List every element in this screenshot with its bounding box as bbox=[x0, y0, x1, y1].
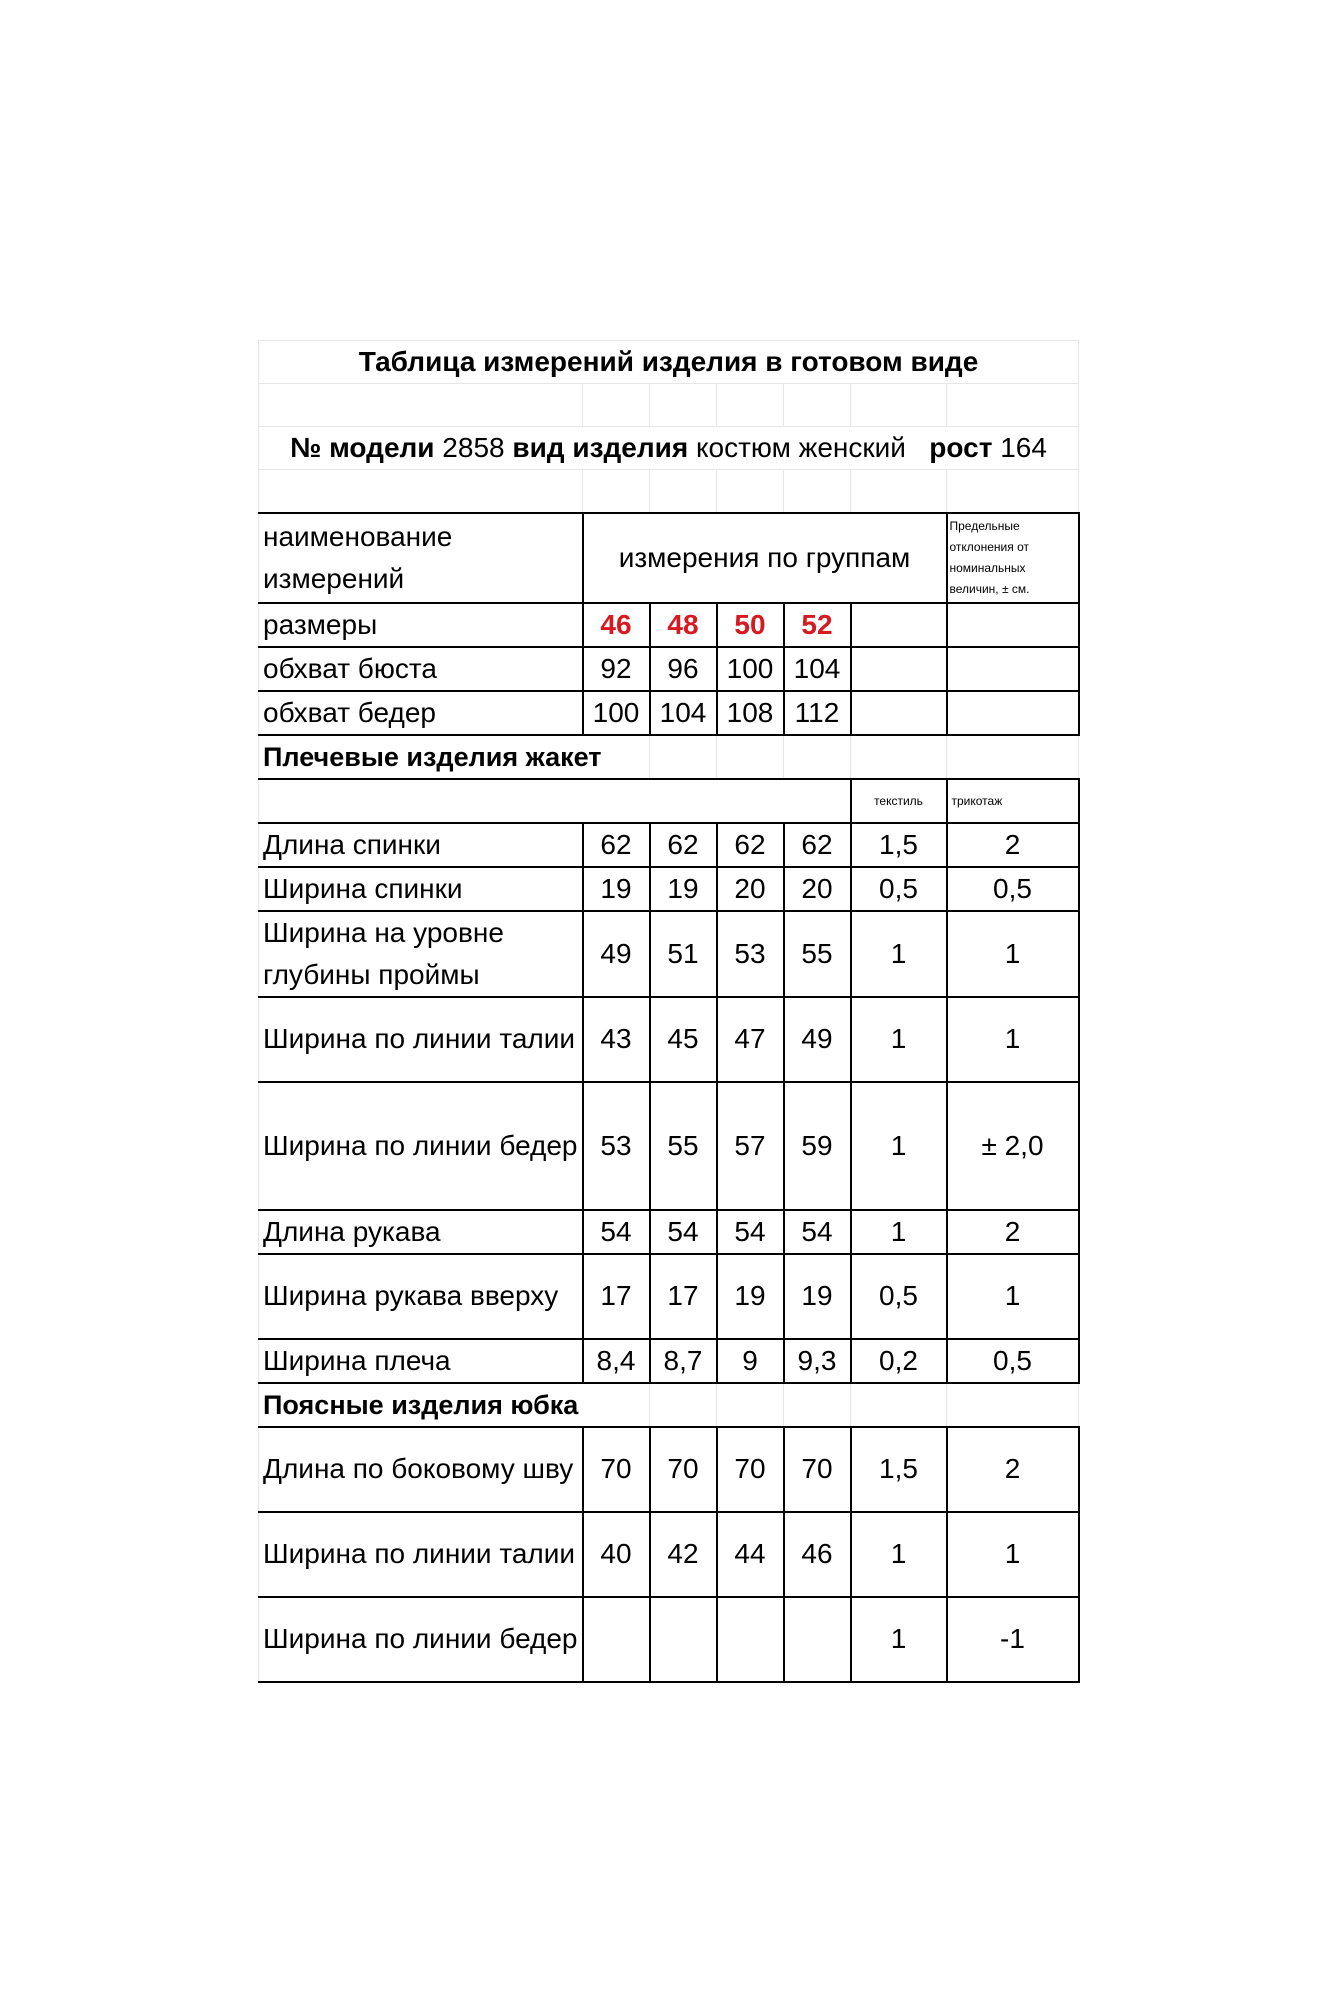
table-row bbox=[259, 1512, 1079, 1597]
textile-tolerance: 1,5 bbox=[851, 823, 947, 867]
empty-cell bbox=[851, 603, 947, 647]
header-tolerance-col: Предельные отклонения от номинальных величин, ± см. bbox=[947, 513, 1079, 603]
row-name: Ширина спинки bbox=[259, 867, 583, 911]
empty-cell bbox=[784, 470, 851, 513]
header-row bbox=[259, 513, 1079, 603]
empty-cell bbox=[784, 384, 851, 427]
value-cell: 55 bbox=[784, 911, 851, 997]
value-cell: 70 bbox=[650, 1427, 717, 1512]
row-name: Длина спинки bbox=[259, 823, 583, 867]
table-row bbox=[259, 1210, 1079, 1254]
value-cell: 96 bbox=[650, 647, 717, 691]
empty-cell bbox=[259, 779, 851, 823]
value-cell bbox=[717, 1597, 784, 1682]
empty-cell bbox=[851, 647, 947, 691]
subheader-row bbox=[259, 779, 1079, 823]
empty-cell bbox=[717, 384, 784, 427]
value-cell: 70 bbox=[784, 1427, 851, 1512]
empty-cell bbox=[947, 691, 1079, 735]
textile-tolerance: 1 bbox=[851, 911, 947, 997]
table-row bbox=[259, 1597, 1079, 1682]
knit-tolerance: 0,5 bbox=[947, 867, 1079, 911]
empty-cell bbox=[947, 384, 1079, 427]
knit-label: трикотаж bbox=[947, 779, 1079, 823]
value-cell: 17 bbox=[650, 1254, 717, 1339]
table-row bbox=[259, 867, 1079, 911]
measurement-table bbox=[258, 340, 1080, 1683]
value-cell: 54 bbox=[583, 1210, 650, 1254]
value-cell: 62 bbox=[583, 823, 650, 867]
value-cell: 44 bbox=[717, 1512, 784, 1597]
empty-cell bbox=[784, 1383, 851, 1427]
value-cell: 100 bbox=[583, 691, 650, 735]
value-cell: 104 bbox=[784, 647, 851, 691]
spacer-row bbox=[259, 470, 1079, 513]
empty-cell bbox=[851, 735, 947, 779]
value-cell: 70 bbox=[717, 1427, 784, 1512]
empty-cell bbox=[947, 603, 1079, 647]
textile-tolerance: 1,5 bbox=[851, 1427, 947, 1512]
section-title-skirt: Поясные изделия юбка bbox=[259, 1383, 650, 1427]
value-cell: 9 bbox=[717, 1339, 784, 1383]
row-name: Ширина рукава вверху bbox=[259, 1254, 583, 1339]
row-name: Ширина по линии бедер bbox=[259, 1597, 583, 1682]
empty-cell bbox=[851, 384, 947, 427]
sheet-title: Таблица измерений изделия в готовом виде bbox=[259, 341, 1079, 384]
model-info bbox=[259, 427, 1079, 470]
value-cell: 19 bbox=[717, 1254, 784, 1339]
empty-cell bbox=[717, 735, 784, 779]
value-cell: 53 bbox=[717, 911, 784, 997]
row-name: Ширина по линии талии bbox=[259, 1512, 583, 1597]
value-cell: 17 bbox=[583, 1254, 650, 1339]
textile-tolerance: 0,5 bbox=[851, 867, 947, 911]
value-cell: 53 bbox=[583, 1082, 650, 1210]
value-cell: 104 bbox=[650, 691, 717, 735]
height-value: 164 bbox=[1000, 432, 1047, 463]
title-row bbox=[259, 341, 1079, 384]
value-cell: 49 bbox=[583, 911, 650, 997]
textile-tolerance: 1 bbox=[851, 1210, 947, 1254]
empty-cell bbox=[717, 1383, 784, 1427]
empty-cell bbox=[947, 735, 1079, 779]
row-name: Длина рукава bbox=[259, 1210, 583, 1254]
value-cell: 19 bbox=[650, 867, 717, 911]
table-row bbox=[259, 647, 1079, 691]
value-cell: 47 bbox=[717, 997, 784, 1082]
value-cell: 43 bbox=[583, 997, 650, 1082]
table-row bbox=[259, 911, 1079, 997]
row-name: обхват бедер bbox=[259, 691, 583, 735]
value-cell: 45 bbox=[650, 997, 717, 1082]
empty-cell bbox=[650, 384, 717, 427]
empty-cell bbox=[784, 735, 851, 779]
table-row bbox=[259, 1254, 1079, 1339]
textile-tolerance: 1 bbox=[851, 1597, 947, 1682]
value-cell: 46 bbox=[784, 1512, 851, 1597]
size-cell: 52 bbox=[784, 603, 851, 647]
empty-cell bbox=[583, 384, 650, 427]
value-cell: 20 bbox=[784, 867, 851, 911]
knit-tolerance: 2 bbox=[947, 823, 1079, 867]
value-cell: 112 bbox=[784, 691, 851, 735]
header-groups-col: измерения по группам bbox=[583, 513, 947, 603]
row-name: Ширина по линии талии bbox=[259, 997, 583, 1082]
row-name: Ширина плеча bbox=[259, 1339, 583, 1383]
value-cell: 19 bbox=[784, 1254, 851, 1339]
sizes-label: размеры bbox=[259, 603, 583, 647]
value-cell bbox=[784, 1597, 851, 1682]
size-cell: 50 bbox=[717, 603, 784, 647]
value-cell: 92 bbox=[583, 647, 650, 691]
textile-tolerance: 0,2 bbox=[851, 1339, 947, 1383]
empty-cell bbox=[650, 1383, 717, 1427]
product-type: костюм женский bbox=[695, 432, 906, 463]
product-type-label: вид изделия bbox=[512, 432, 689, 463]
knit-tolerance: 1 bbox=[947, 1512, 1079, 1597]
empty-cell bbox=[947, 647, 1079, 691]
knit-tolerance: -1 bbox=[947, 1597, 1079, 1682]
model-row bbox=[259, 427, 1079, 470]
table-row bbox=[259, 691, 1079, 735]
value-cell: 8,7 bbox=[650, 1339, 717, 1383]
value-cell: 51 bbox=[650, 911, 717, 997]
empty-cell bbox=[650, 735, 717, 779]
value-cell: 62 bbox=[784, 823, 851, 867]
table-row bbox=[259, 823, 1079, 867]
row-name: Длина по боковому шву bbox=[259, 1427, 583, 1512]
table-row bbox=[259, 1427, 1079, 1512]
knit-tolerance: 1 bbox=[947, 997, 1079, 1082]
empty-cell bbox=[851, 691, 947, 735]
textile-tolerance: 1 bbox=[851, 1512, 947, 1597]
row-name: Ширина по линии бедер bbox=[259, 1082, 583, 1210]
knit-tolerance: 2 bbox=[947, 1427, 1079, 1512]
value-cell: 57 bbox=[717, 1082, 784, 1210]
empty-cell bbox=[583, 470, 650, 513]
value-cell: 62 bbox=[717, 823, 784, 867]
value-cell: 20 bbox=[717, 867, 784, 911]
knit-tolerance: 1 bbox=[947, 1254, 1079, 1339]
textile-tolerance: 1 bbox=[851, 997, 947, 1082]
value-cell: 70 bbox=[583, 1427, 650, 1512]
value-cell bbox=[583, 1597, 650, 1682]
value-cell: 100 bbox=[717, 647, 784, 691]
knit-tolerance: 2 bbox=[947, 1210, 1079, 1254]
empty-cell bbox=[851, 1383, 947, 1427]
value-cell: 59 bbox=[784, 1082, 851, 1210]
model-number: 2858 bbox=[442, 432, 505, 463]
spacer-row bbox=[259, 384, 1079, 427]
value-cell: 62 bbox=[650, 823, 717, 867]
section-row bbox=[259, 1383, 1079, 1427]
value-cell: 8,4 bbox=[583, 1339, 650, 1383]
textile-tolerance: 1 bbox=[851, 1082, 947, 1210]
empty-cell bbox=[717, 470, 784, 513]
value-cell: 54 bbox=[717, 1210, 784, 1254]
empty-cell bbox=[259, 470, 583, 513]
value-cell: 19 bbox=[583, 867, 650, 911]
value-cell: 42 bbox=[650, 1512, 717, 1597]
empty-cell bbox=[947, 1383, 1079, 1427]
header-name-col: наименование измерений bbox=[259, 513, 583, 603]
size-cell: 46 bbox=[583, 603, 650, 647]
section-title-jacket: Плечевые изделия жакет bbox=[259, 735, 650, 779]
table-row bbox=[259, 997, 1079, 1082]
textile-tolerance: 0,5 bbox=[851, 1254, 947, 1339]
empty-cell bbox=[947, 470, 1079, 513]
size-cell: 48 bbox=[650, 603, 717, 647]
value-cell: 9,3 bbox=[784, 1339, 851, 1383]
table-row bbox=[259, 1082, 1079, 1210]
empty-cell bbox=[851, 470, 947, 513]
empty-cell bbox=[259, 384, 583, 427]
measurement-sheet bbox=[258, 340, 1078, 1683]
value-cell: 54 bbox=[650, 1210, 717, 1254]
table-row bbox=[259, 1339, 1079, 1383]
model-label: № модели bbox=[290, 432, 435, 463]
row-name: обхват бюста bbox=[259, 647, 583, 691]
value-cell: 40 bbox=[583, 1512, 650, 1597]
height-label: рост bbox=[929, 432, 993, 463]
knit-tolerance: 1 bbox=[947, 911, 1079, 997]
value-cell: 108 bbox=[717, 691, 784, 735]
empty-cell bbox=[650, 470, 717, 513]
textile-label: текстиль bbox=[851, 779, 947, 823]
value-cell: 49 bbox=[784, 997, 851, 1082]
section-row bbox=[259, 735, 1079, 779]
sizes-row bbox=[259, 603, 1079, 647]
row-name: Ширина на уровне глубины проймы bbox=[259, 911, 583, 997]
knit-tolerance: 0,5 bbox=[947, 1339, 1079, 1383]
knit-tolerance: ± 2,0 bbox=[947, 1082, 1079, 1210]
value-cell: 55 bbox=[650, 1082, 717, 1210]
value-cell bbox=[650, 1597, 717, 1682]
value-cell: 54 bbox=[784, 1210, 851, 1254]
